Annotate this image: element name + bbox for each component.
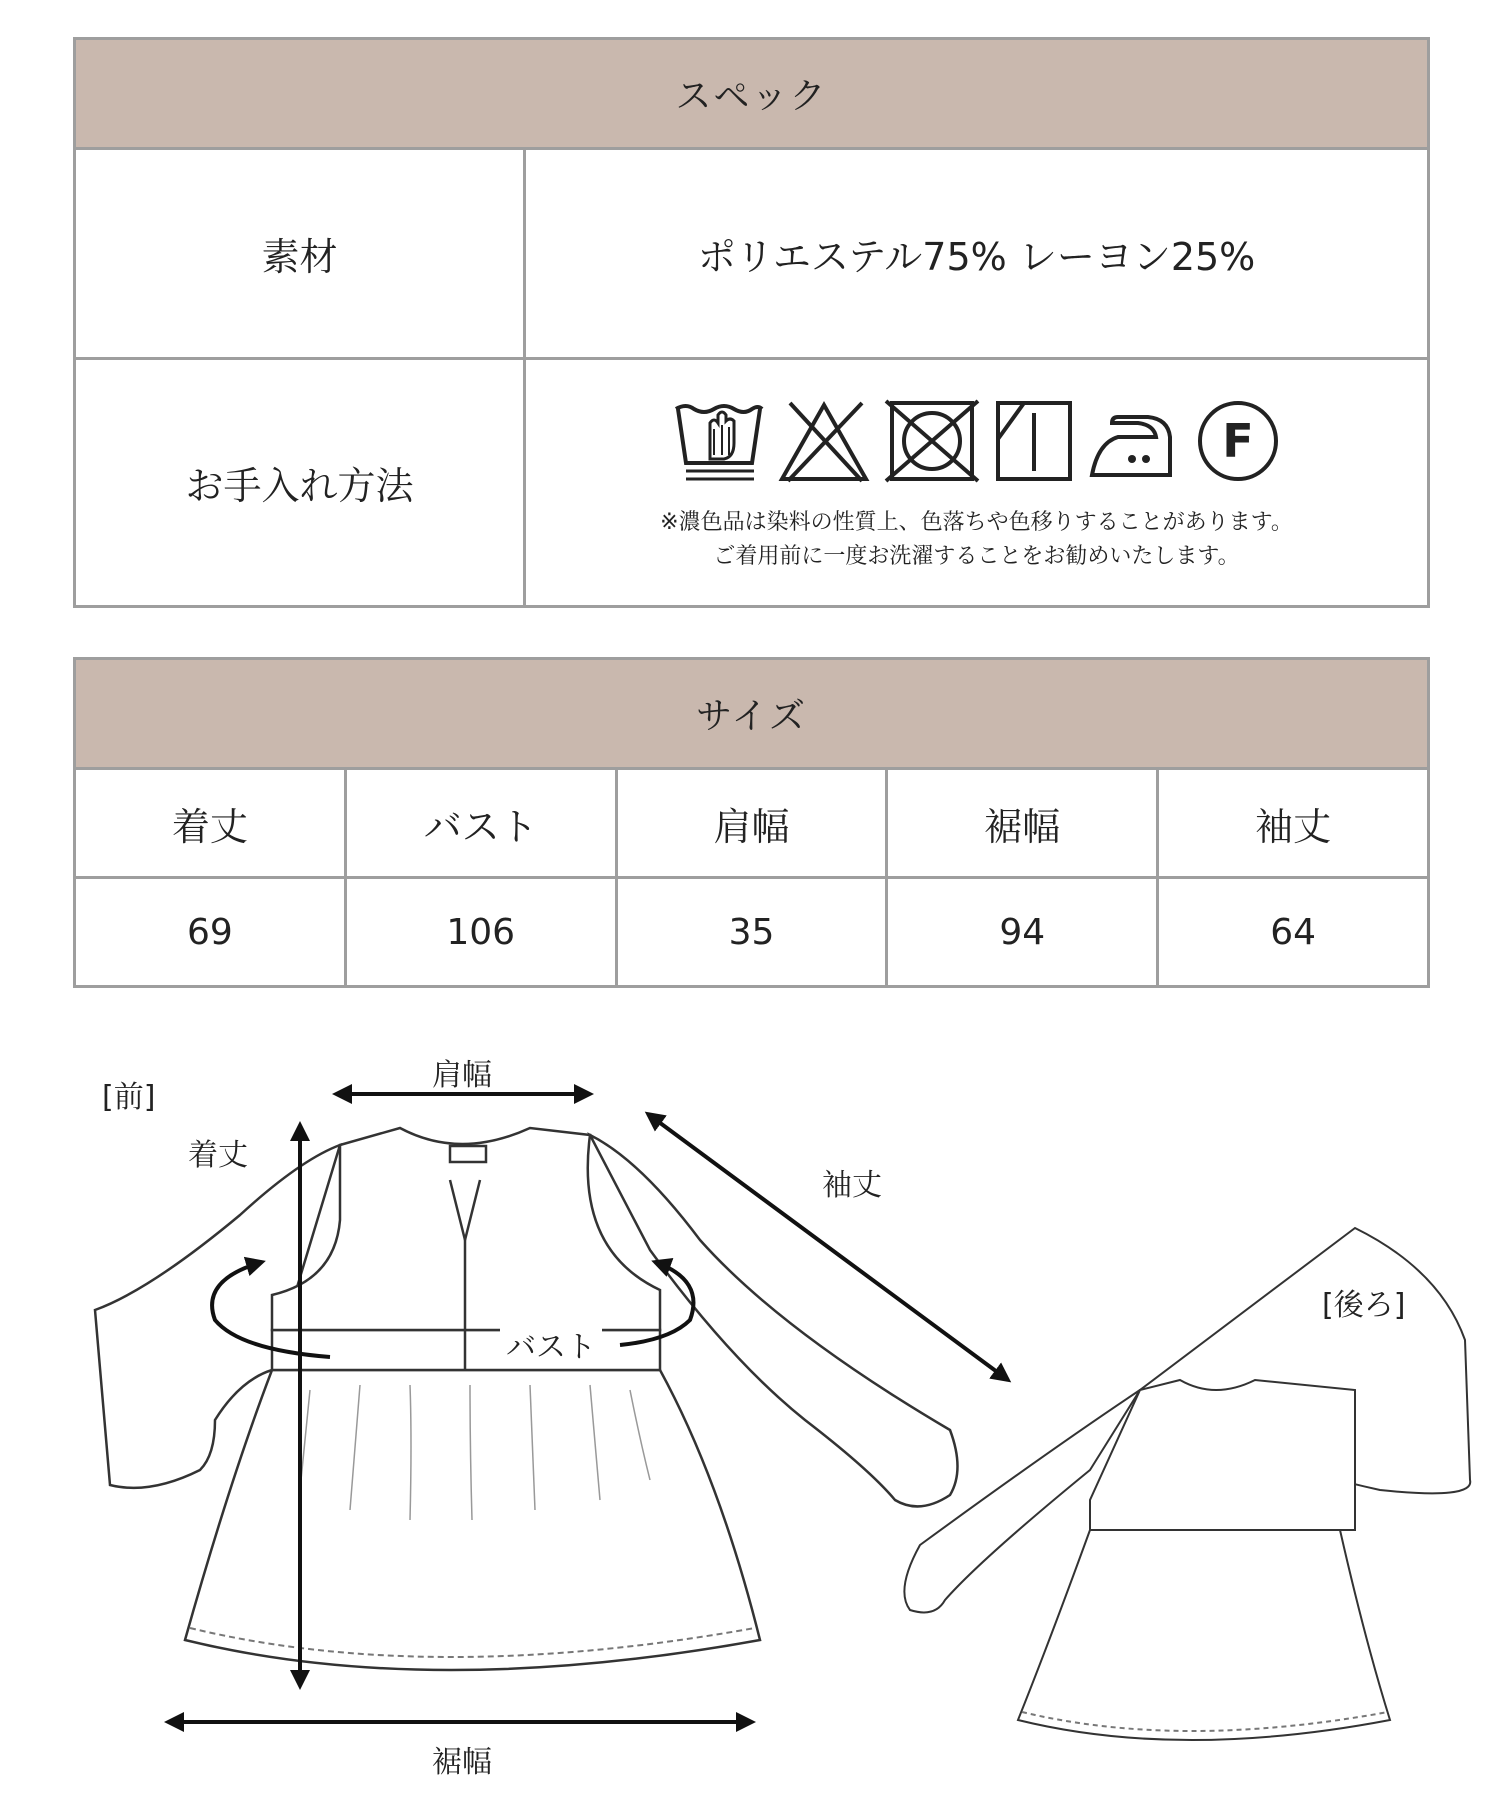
material-value: ポリエステル75% レーヨン25% (525, 149, 1429, 359)
length-label: 着丈 (188, 1138, 248, 1173)
material-row (75, 149, 1429, 359)
care-label: お手入れ方法 (75, 359, 525, 607)
front-label: [前] (102, 1080, 156, 1115)
back-label: [後ろ] (1322, 1288, 1406, 1323)
size-col-shoulder: 肩幅 (616, 769, 887, 878)
care-row (75, 359, 1429, 607)
size-table (73, 657, 1430, 988)
size-col-length: 着丈 (75, 769, 346, 878)
spec-header: スペック (75, 39, 1429, 149)
size-val-hem: 94 (887, 878, 1158, 987)
size-col-hem: 裾幅 (887, 769, 1158, 878)
size-value-row (75, 878, 1429, 987)
spec-table (73, 37, 1430, 608)
care-icons (526, 399, 1427, 492)
dry-clean-f-letter: F (1221, 414, 1254, 468)
no-bleach-icon (778, 399, 870, 492)
size-header: サイズ (75, 659, 1429, 769)
size-val-shoulder: 35 (616, 878, 887, 987)
size-val-bust: 106 (345, 878, 616, 987)
shoulder-label: 肩幅 (432, 1058, 492, 1093)
size-col-bust: バスト (345, 769, 616, 878)
bust-label: バスト (500, 1322, 602, 1366)
hand-wash-icon (672, 399, 764, 492)
hem-label: 裾幅 (432, 1745, 492, 1780)
line-dry-icon (994, 399, 1074, 492)
size-column-row (75, 769, 1429, 878)
care-note-line-1: ※濃色品は染料の性質上、色落ちや色移りすることがあります。 (660, 510, 1293, 535)
no-tumble-dry-icon (884, 399, 980, 492)
size-val-length: 69 (75, 878, 346, 987)
low-iron-icon (1088, 399, 1180, 492)
size-val-sleeve: 64 (1158, 878, 1429, 987)
care-cell (525, 359, 1429, 607)
sleeve-label: 袖丈 (822, 1168, 882, 1203)
care-note-line-2: ご着用前に一度お洗濯することをお勧めいたします。 (713, 544, 1240, 569)
front-garment-drawing (95, 1128, 958, 1670)
size-col-sleeve: 袖丈 (1158, 769, 1429, 878)
dry-clean-f-icon (1194, 399, 1282, 492)
care-note (526, 506, 1427, 574)
material-label: 素材 (75, 149, 525, 359)
